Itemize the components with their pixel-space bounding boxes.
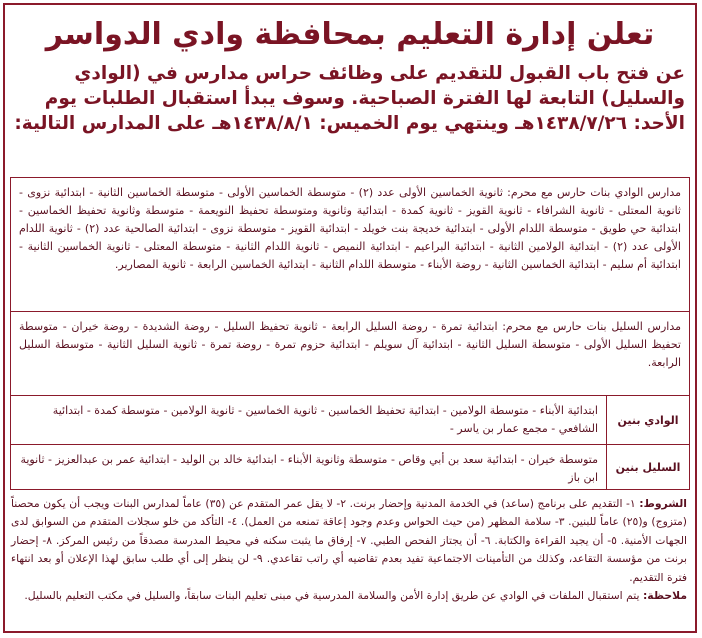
conditions-text: ١- التقديم على برنامج (ساعد) في الخدمة المدنية وإحضار برنت. ٢- لا يقل عمر المتقدم عن (٣٥) عاماً لمدارس البنات ويجب أن يكون محصناً (متزوج) و(٢٥) عاماً للبنين. ٣- سلامة المظهر (من حيث الحواس وعدم وجود إعاقة تمنعه من العمل). ٤- التأكد من خلو سجلات المتقدم من السوابق لدى الجهات الأمنية. ٥- أن يجيد القراءة والكتابة. ٦- أن يجتاز الفحص الطبي. ٧- إرفاق ما يثبت سكنه في محيط المدرسة مصدقاً من رئيس المركز. ٨- إحضار برنت من مؤسسة التقاعد، وكذلك من التأمينات الاجتماعية تفيد بعدم تقاضيه أي راتب تقاعدي. ٩- لن ينظر إلى أي طلب سابق لهذا الإعلان أو بعد انتهاء فترة التقديم.: [11, 497, 687, 584]
announcement-title: تعلن إدارة التعليم بمحافظة وادي الدواسر: [45, 17, 655, 52]
job-announcement: [3, 3, 697, 633]
wadi-boys-label: الوادي بنين: [606, 396, 689, 444]
conditions-heading: الشروط:: [639, 497, 687, 510]
sulayyil-boys-schools: متوسطة خيران - ابتدائية سعد بن أبي وقاص - متوسطة وثانوية الأبناء - ابتدائية خالد بن الوليد - ابتدائية عمر بن عبدالعزيز - ثانوية ابن باز: [20, 453, 598, 484]
note-heading: ملاحظة:: [642, 589, 687, 603]
wadi-girls-schools: مدارس الوادي بنات حارس مع محرم: ثانوية الخماسين الأولى عدد (٢) - متوسطة الخماسين الأولى - متوسطة الخماسين الثانية - ابتدائية نزوى - ثانوية المعتلى - ثانوية الشرافاء - ثانوية القويز - ثانوية كمدة - ابتدائية وثانوية ومتوسطة تحفيظ النويعمة - متوسطة وثانوية تحفيظ الخماسين - ابتدائية حي طويق - متوسطة اللدام الأولى - ابتدائية خديجة بنت خويلد - ابتدائية القويز - متوسطة نزوى - ابتدائية الصالحية عدد (٢) - ثانوية اللدام الأولى عدد (٢) - ابتدائية الولامين الثانية - ابتدائية البراعيم - ابتدائية النميص - ثانوية اللدام الثانية - متوسطة المعتلى - ثانوية الخماسين الثانية - ابتدائية أم سليم - ابتدائية الخماسين الثانية - روضة الأبناء - متوسطة اللدام الثانية - ابتدائية الخماسين الرابعة - ثانوية المصارير.: [19, 186, 681, 271]
conditions-section: [11, 495, 687, 605]
sulayyil-boys-label: السليل بنين: [606, 445, 689, 489]
table-row: [11, 445, 689, 489]
announcement-intro: عن فتح باب القبول للتقديم على وظائف حراس مدارس في (الوادي والسليل) التابعة لها الفترة الصباحية. وسوف يبدأ استقبال الطلبات يوم الأحد: ١٤٣٨/٧/٢٦هـ وينتهي يوم الخميس: ١٤٣٨/٨/١هـ على المدارس التالية:: [14, 63, 685, 134]
table-row: [11, 178, 689, 312]
wadi-boys-schools: ابتدائية الأبناء - متوسطة الولامين - ابتدائية تحفيظ الخماسين - ثانوية الخماسين - ثانوية الولامين - متوسطة كمدة - ابتدائية الشافعي - مجمع عمار بن ياسر -: [52, 404, 598, 435]
schools-table: [10, 177, 690, 490]
note-text: يتم استقبال الملفات في الوادي عن طريق إدارة الأمن والسلامة المدرسية في مبنى تعليم البنات سابقاً، والسليل في مكتب التعليم بالسليل.: [24, 589, 640, 603]
sulayyil-girls-schools: مدارس السليل بنات حارس مع محرم: ابتدائية تمرة - روضة السليل الرابعة - ثانوية تحفيظ السليل - روضة الشديدة - روضة خيران - متوسطة تحفيظ السليل الأولى - متوسطة السليل الثانية - ابتدائية آل سويلم - ابتدائية حزوم تمرة - روضة تمرة - ثانوية السليل الثانية - متوسطة السليل الرابعة.: [19, 320, 681, 369]
table-row: [11, 312, 689, 396]
table-row: [11, 396, 689, 445]
